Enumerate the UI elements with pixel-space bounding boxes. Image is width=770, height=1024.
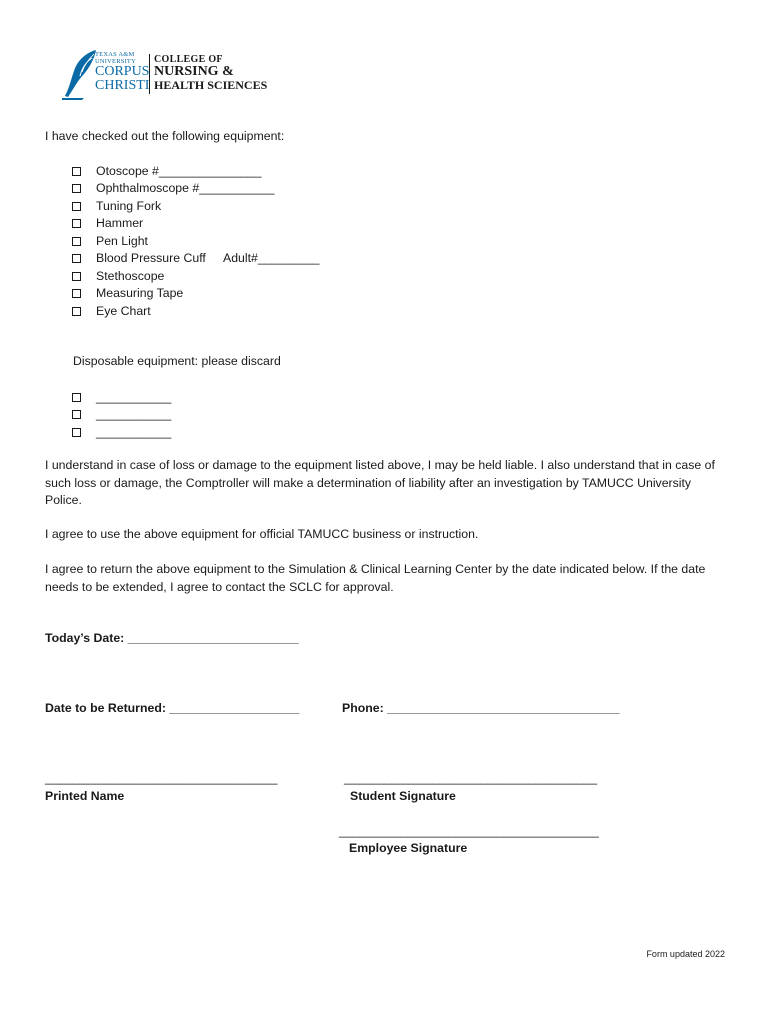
equipment-item: Blood Pressure Cuff [96, 251, 206, 265]
date-returned-field[interactable]: Date to be Returned: ___________________ [45, 701, 300, 715]
equipment-item: Stethoscope [96, 269, 165, 283]
checkbox-pen-light[interactable] [72, 237, 81, 246]
university-small-text: TEXAS A&M UNIVERSITY [95, 51, 136, 65]
checkbox-disposable-2[interactable] [72, 410, 81, 419]
equipment-item: Tuning Fork [96, 199, 162, 213]
equipment-item: Pen Light [96, 234, 148, 248]
checkbox-hammer[interactable] [72, 219, 81, 228]
equipment-item: Hammer [96, 216, 144, 230]
college-line-1: COLLEGE OF [154, 54, 223, 65]
student-signature-line[interactable]: _____________________________________ [344, 771, 598, 785]
printed-name-line[interactable]: __________________________________ [45, 771, 278, 785]
return-paragraph: I agree to return the above equipment to the Simulation & Clinical Learning Center by the date indicated below. If the date needs to be extended, I agree to contact the SCLC for approval. [45, 562, 706, 594]
disposable-item: ___________ [96, 390, 172, 404]
disposable-heading: Disposable equipment: please discard [73, 354, 281, 368]
college-wordmark [154, 55, 267, 92]
employee-signature-line[interactable]: ______________________________________ [339, 824, 599, 838]
checkbox-disposable-1[interactable] [72, 393, 81, 402]
checkbox-stethoscope[interactable] [72, 272, 81, 281]
university-christi-text: CHRISTI [95, 78, 150, 93]
equipment-item: Measuring Tape [96, 286, 184, 300]
checkbox-tuning-fork[interactable] [72, 202, 81, 211]
adult-number-field: Adult#_________ [223, 251, 320, 265]
checkbox-blood-pressure-cuff[interactable] [72, 254, 81, 263]
college-line-2: NURSING & [154, 64, 234, 80]
wing-logo-icon [62, 48, 98, 100]
college-line-3: HEALTH SCIENCES [154, 78, 268, 93]
todays-date-field[interactable]: Today’s Date: _________________________ [45, 631, 299, 645]
checkbox-disposable-3[interactable] [72, 428, 81, 437]
university-wordmark [95, 51, 150, 93]
college-logo [62, 46, 277, 102]
use-paragraph: I agree to use the above equipment for official TAMUCC business or instruction. [45, 527, 479, 541]
disposable-item: ___________ [96, 425, 172, 439]
equipment-item: Otoscope #_______________ [96, 164, 262, 178]
logo-divider [149, 54, 150, 94]
printed-name-label: Printed Name [45, 789, 125, 803]
phone-field[interactable]: Phone: __________________________________ [342, 701, 620, 715]
checkbox-measuring-tape[interactable] [72, 289, 81, 298]
equipment-item: Ophthalmoscope #___________ [96, 181, 275, 195]
equipment-item: Eye Chart [96, 304, 151, 318]
disposable-item: ___________ [96, 407, 172, 421]
student-signature-label: Student Signature [350, 789, 456, 803]
employee-signature-label: Employee Signature [349, 841, 468, 855]
form-updated-note: Form updated 2022 [646, 949, 725, 959]
intro-text: I have checked out the following equipment: [45, 129, 285, 143]
university-corpus-text: CORPUS [95, 64, 150, 79]
checkbox-otoscope[interactable] [72, 167, 81, 176]
checkbox-eye-chart[interactable] [72, 307, 81, 316]
liability-paragraph: I understand in case of loss or damage to the equipment listed above, I may be held liable. I also understand that in case of such loss or damage, the Comptroller will make a determination of liability after an investigation by TAMUCC University Police. [45, 458, 715, 507]
checkbox-ophthalmoscope[interactable] [72, 184, 81, 193]
